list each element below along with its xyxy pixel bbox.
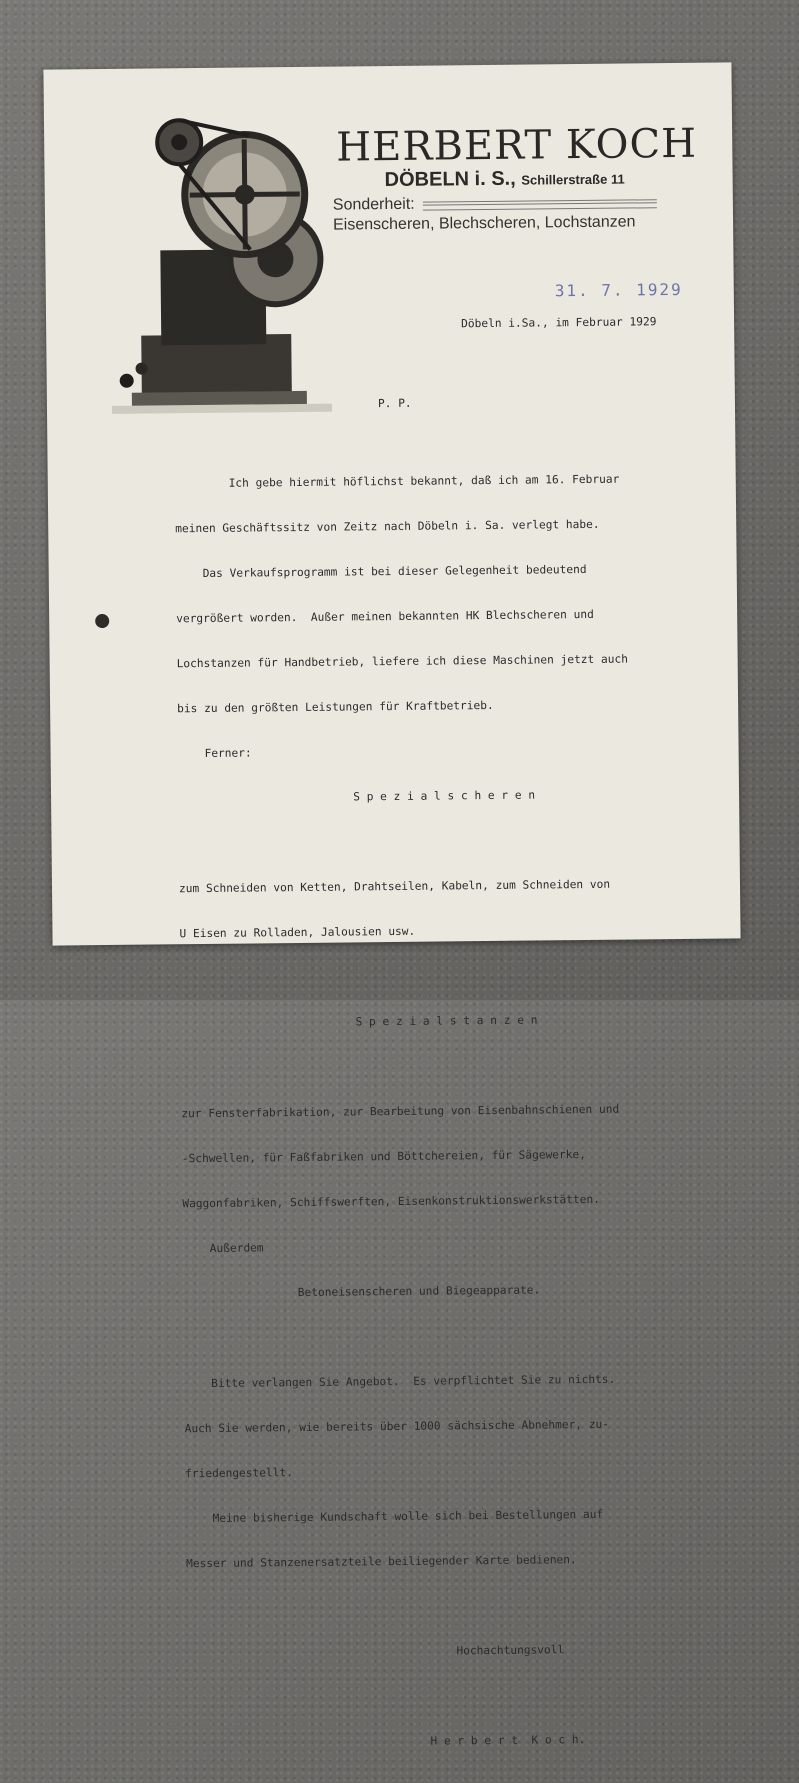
body-line: Messer und Stanzenersatzteile beiliegender Karte bedienen. bbox=[186, 1553, 577, 1571]
speciality-items: Eisenscheren, Blechscheren, Lochstanzen bbox=[332, 213, 636, 234]
place-and-date: Döbeln i.Sa., im Februar 1929 bbox=[461, 315, 657, 331]
shearing-machine-icon bbox=[99, 98, 362, 421]
body-heading: S p e z i a l s t a n z e n bbox=[180, 1013, 538, 1031]
body-line: Ich gebe hiermit höflichst bekannt, daß ich am 16. Februar bbox=[174, 472, 620, 491]
body-line: Meine bisherige Kundschaft wolle sich bei Bestellungen auf bbox=[185, 1507, 604, 1526]
body-line bbox=[184, 1327, 635, 1347]
body-line: Auch Sie werden, wie bereits über 1000 sächsische Abnehmer, zu- bbox=[184, 1417, 610, 1436]
body-line: zur Fensterfabrikation, zur Bearbeitung von Eisenbahnschienen und bbox=[181, 1102, 620, 1121]
decorative-rule bbox=[423, 199, 657, 210]
company-name: HERBERT KOCH bbox=[336, 120, 698, 171]
speciality-label: Sonderheit: bbox=[332, 195, 415, 214]
body-line: Waggonfabriken, Schiffswerften, Eisenkonstruktionswerkstätten. bbox=[182, 1192, 600, 1211]
body-line bbox=[187, 1686, 638, 1706]
body-line bbox=[180, 967, 631, 987]
salutation: P. P. bbox=[377, 396, 412, 411]
body-line: friedengestellt. bbox=[185, 1466, 293, 1481]
city: DÖBELN i. S., bbox=[384, 167, 516, 192]
body-line: Das Verkaufsprogramm ist bei dieser Gelegenheit bedeutend bbox=[175, 562, 587, 581]
closing: Hochachtungsvoll bbox=[186, 1643, 565, 1661]
received-date-stamp: 31. 7. 1929 bbox=[554, 279, 683, 301]
body-line: Betoneisenscheren und Biegeapparate. bbox=[183, 1283, 541, 1301]
body-line: vergrößert worden. Außer meinen bekannten HK Blechscheren und bbox=[176, 607, 594, 626]
letter-body bbox=[174, 442, 639, 1782]
body-line bbox=[181, 1057, 632, 1077]
body-line: U Eisen zu Rolladen, Jalousien usw. bbox=[179, 924, 416, 941]
body-line: -Schwellen, für Faßfabriken und Böttchereien, für Sägewerke, bbox=[181, 1148, 587, 1166]
street: Schillerstraße 11 bbox=[521, 171, 625, 188]
signature: H e r b e r t K o c h. bbox=[187, 1733, 586, 1751]
body-line: bis zu den größten Leistungen für Kraftbetrieb. bbox=[177, 698, 494, 716]
body-line bbox=[186, 1596, 637, 1616]
body-line: Bitte verlangen Sie Angebot. Es verpflichtet Sie zu nichts. bbox=[184, 1372, 616, 1391]
body-line: meinen Geschäftssitz von Zeitz nach Döbeln i. Sa. verlegt habe. bbox=[175, 517, 600, 536]
body-line: zum Schneiden von Ketten, Drahtseilen, Kabeln, zum Schneiden von bbox=[178, 877, 611, 896]
body-line: Lochstanzen für Handbetrieb, liefere ich diese Maschinen jetzt auch bbox=[176, 652, 628, 671]
company-address bbox=[384, 167, 624, 193]
punch-hole-icon bbox=[95, 614, 109, 628]
body-heading: S p e z i a l s c h e r e n bbox=[178, 788, 536, 806]
body-line: Ferner: bbox=[177, 746, 252, 761]
body-line bbox=[178, 832, 629, 852]
letter-sheet bbox=[43, 62, 740, 1751]
body-line: Außerdem bbox=[182, 1241, 264, 1256]
